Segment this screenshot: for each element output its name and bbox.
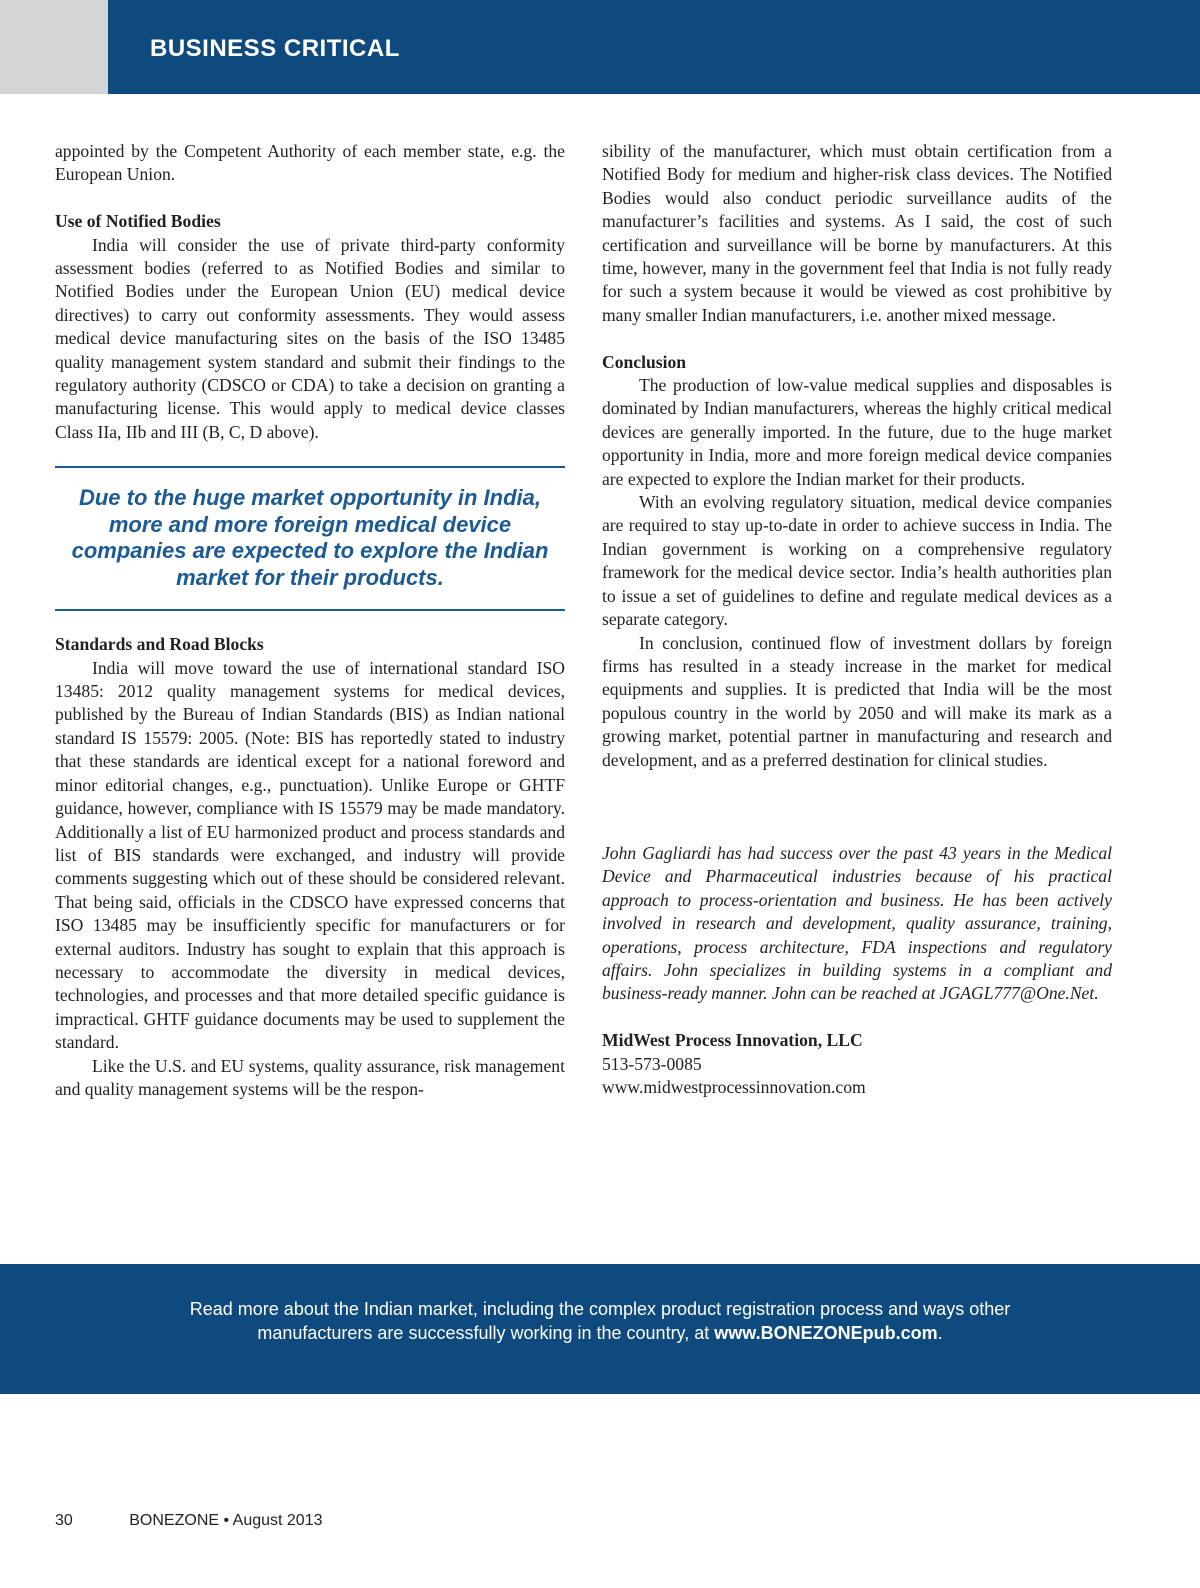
- company-phone: 513-573-0085: [602, 1053, 702, 1074]
- conclusion-heading: Conclusion: [602, 351, 687, 372]
- pull-quote: Due to the huge market opportunity in India, more and more foreign medical device companies are expected to explore the Indian market for their products.: [55, 466, 565, 611]
- header-gray-block: [0, 0, 108, 94]
- promo-text-line1: Read more about the Indian market, including the complex product registration process and ways other: [189, 1299, 1011, 1319]
- promo-text: [60, 1297, 1140, 1345]
- standards-heading: Standards and Road Blocks: [55, 634, 264, 655]
- conclusion-paragraph-3: In conclusion, continued flow of investment dollars by foreign firms has resulted in a steady increase in the market for medical equipments and supplies. It is predicted that India will be the most populous country in the world by 2050 and will make its mark as a growing market, potential partner in manufacturing and research and development, and as a preferred destination for clinical studies.: [602, 632, 1112, 770]
- right-column: [602, 140, 1112, 1099]
- folio: [55, 1512, 323, 1530]
- conclusion-paragraph-1: The production of low-value medical supplies and disposables is dominated by Indian manufacturers, whereas the highly critical medical devices are generally imported. In the future, due to the huge market opportunity in India, more and more foreign medical device companies are expected to explore the Indian market for their products.: [602, 375, 1112, 489]
- company-name: MidWest Process Innovation, LLC: [602, 1030, 863, 1051]
- notified-bodies-heading: Use of Notified Bodies: [55, 211, 221, 232]
- company-website[interactable]: www.midwestprocessinnovation.com: [602, 1077, 866, 1097]
- continuation-paragraph: sibility of the manufacturer, which must obtain certification from a Notified Body for medium and higher-risk class devices. The Notified Bodies would also conduct periodic surveillance audits of the manufacturer’s facilities and systems. As I said, the cost of such certification and surveillance will be borne by manufacturers. At this time, however, many in the government feel that India is not fully ready for such a system because it would be viewed as cost prohibitive by many smaller Indian manufacturers, i.e. another mixed message.: [602, 141, 1112, 325]
- notified-bodies-paragraph: India will consider the use of private third-party conformity assessment bodies (referred to as Notified Bodies and similar to Notified Bodies under the European Union (EU) medical device directives) to carry out conformity assessments. They would assess medical device manufacturing sites on the basis of the ISO 13485 quality management system standard and submit their findings to the regulatory authority (CDSCO or CDA) to take a decision on granting a manufacturing license. This would apply to medical device classes Class IIa, IIb and III (B, C, D above).: [55, 234, 565, 442]
- promo-end-punct: .: [937, 1323, 943, 1343]
- conclusion-paragraph-2: With an evolving regulatory situation, medical device companies are required to stay up-to-date in order to achieve success in India. The Indian government is working on a comprehensive regulatory framework for the medical device sector. India’s health authorities plan to issue a set of guidelines to define and regulate medical devices as a separate category.: [602, 492, 1112, 630]
- standards-paragraph-2: Like the U.S. and EU systems, quality assurance, risk management and quality management systems will be the respon-: [55, 1055, 565, 1099]
- section-title: BUSINESS CRITICAL: [150, 35, 400, 62]
- author-bio: John Gagliardi has had success over the past 43 years in the Medical Device and Pharmaceutical industries because of his practical approach to process-orientation and business. He has been actively involved in research and development, quality assurance, training, operations, process architecture, FDA inspections and regulatory affairs. John specializes in building systems in a compliant and business-ready manner. John can be reached at JGAGL777@One.Net.: [602, 842, 1112, 1004]
- promo-link[interactable]: www.BONEZONEpub.com: [714, 1323, 938, 1343]
- publication-info: BONEZONE • August 2013: [129, 1512, 323, 1529]
- page-number: 30: [55, 1512, 73, 1529]
- left-column: [55, 140, 565, 1101]
- standards-paragraph: India will move toward the use of international standard ISO 13485: 2012 quality management systems for medical devices, published by the Bureau of Indian Standards (BIS) as Indian national standard IS 15579: 2005. (Note: BIS has reportedly stated to industry that these standards are identical except for a national foreword and minor editorial changes, e.g., punctuation). Unlike Europe or GHTF guidance, however, compliance with IS 15579 may be made mandatory. Additionally a list of EU harmonized product and process standards and list of BIS standards were exchanged, and industry will provide comments suggesting which out of these should be considered relevant. That being said, officials in the CDSCO have expressed concerns that ISO 13485 may be insufficiently specific for manufacturers or for external auditors. Industry has sought to explain that this approach is necessary to accommodate the diversity in medical devices, technologies, and processes and that more detailed specific guidance is impractical. GHTF guidance documents may be used to supplement the standard.: [55, 657, 565, 1053]
- promo-text-line2: manufacturers are successfully working in the country, at: [257, 1323, 710, 1343]
- section-header: [108, 0, 1200, 94]
- promo-footer-band: [0, 1264, 1200, 1394]
- intro-paragraph: appointed by the Competent Authority of each member state, e.g. the European Union.: [55, 141, 565, 185]
